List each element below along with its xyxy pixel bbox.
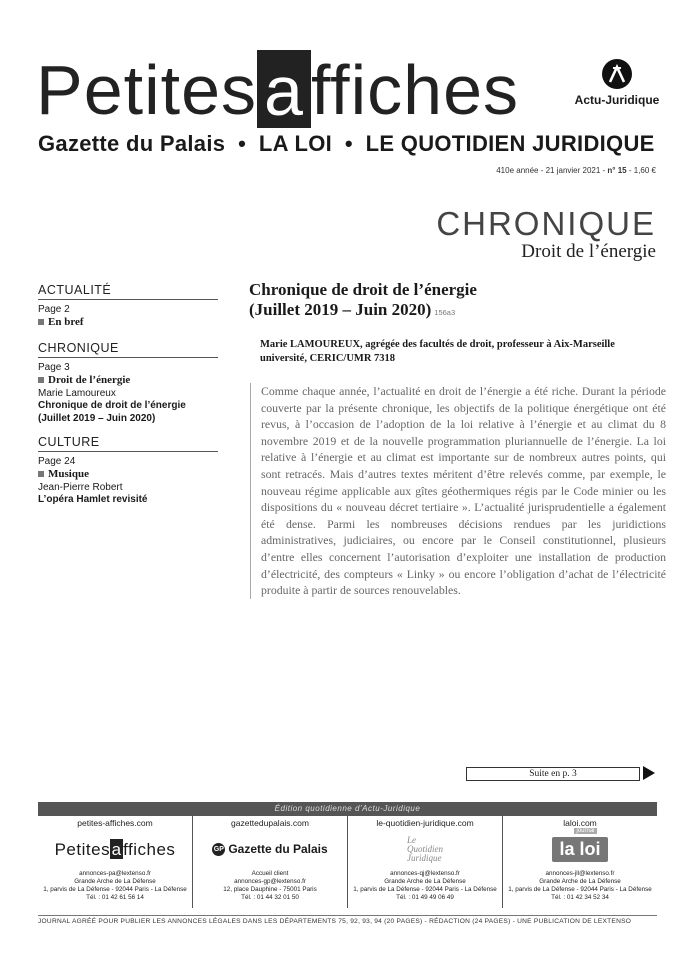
footer-address: Grande Arche de La Défense	[384, 878, 466, 885]
footer-phone: Tél. : 01 49 49 06 49	[396, 894, 454, 901]
gp-badge-icon: GP	[212, 843, 225, 856]
actu-juridique-logo	[571, 59, 663, 107]
issue-year: 410e année - 21 janvier 2021 -	[496, 166, 608, 175]
footer-col-pa	[38, 816, 192, 908]
logo-letter: a	[111, 839, 122, 859]
footer-email[interactable]: annonces-jll@lextenso.fr	[545, 870, 615, 877]
footer-address: Grande Arche de La Défense	[74, 878, 156, 885]
gazette-du-palais-logo	[193, 828, 347, 870]
masthead-subtitle: Gazette du Palais • LA LOI • LE QUOTIDIEN JURIDIQUE	[38, 131, 655, 156]
footer-col-qj	[347, 816, 502, 908]
footer-address: 1, parvis de La Défense - 92044 Paris - La Défense	[43, 886, 187, 893]
sidebar-article-title[interactable]: Chronique de droit de l’énergie (Juillet 2019 – Juin 2020)	[38, 400, 186, 424]
footer-email[interactable]: annonces-pa@lextenso.fr	[79, 870, 151, 877]
logo-right: ffiches	[123, 839, 176, 859]
footer-address: 1, parvis de La Défense - 92044 Paris - La Défense	[353, 886, 497, 893]
sidebar-page: Page 2	[38, 303, 70, 315]
bullet-icon	[38, 319, 44, 325]
logo-left: Petites	[54, 839, 111, 859]
masthead-letter: a	[257, 50, 311, 128]
sidebar-article-title[interactable]: L’opéra Hamlet revisité	[38, 494, 148, 505]
footer-address: 12, place Dauphine - 75001 Paris	[223, 886, 317, 893]
footer-site[interactable]: laloi.com	[563, 818, 597, 828]
logo-text: Gazette du Palais	[228, 842, 328, 856]
sidebar-culture	[38, 436, 218, 507]
sidebar-item-label: Droit de l’énergie	[48, 374, 131, 386]
masthead-left: Petites	[36, 51, 257, 129]
section-sub: Droit de l’énergie	[521, 241, 656, 262]
footer-columns	[38, 816, 657, 908]
article-author: Marie LAMOUREUX, agrégée des facultés de droit, professeur à Aix-Marseille université, CERIC/UMR 7318	[260, 339, 615, 364]
footer-phone: Tél. : 01 42 61 56 14	[86, 894, 144, 901]
sidebar-chronique	[38, 342, 218, 425]
petites-affiches-logo	[38, 828, 192, 870]
masthead-logo	[36, 50, 519, 130]
footer-col-gp	[192, 816, 347, 908]
masthead-right: ffiches	[311, 51, 520, 129]
arrow-right-icon	[643, 766, 655, 780]
issue-info	[496, 166, 656, 175]
brand-name: Actu-Juridique	[574, 93, 660, 107]
sidebar-item[interactable]	[38, 468, 218, 482]
footer-email[interactable]: annonces-qj@lextenso.fr	[390, 870, 460, 877]
footer-bar: Édition quotidienne d’Actu-Juridique	[38, 802, 657, 816]
logo-text: la loi	[559, 838, 601, 859]
footer-site[interactable]: gazettedupalais.com	[231, 818, 309, 828]
bullet-icon	[38, 377, 44, 383]
footer-col-laloi	[502, 816, 657, 908]
la-loi-logo	[503, 828, 657, 870]
logo-line: Le	[407, 834, 416, 845]
legal-notice: JOURNAL AGRÉÉ POUR PUBLIER LES ANNONCES LÉGALES DANS LES DÉPARTEMENTS 75, 92, 93, 94 (20 PAGES) - RÉDACTION (24 PAGES) - UNE PUBLICATION DE LEXTENSO	[38, 915, 657, 925]
article-title-line1: Chronique de droit de l’énergie	[249, 280, 477, 299]
sidebar-page: Page 3	[38, 361, 70, 373]
footer-address: 1, parvis de La Défense - 92044 Paris - La Défense	[508, 886, 652, 893]
sidebar-page: Page 24	[38, 455, 76, 467]
issue-price: - 1,60 €	[626, 166, 656, 175]
article-title-line2: (Juillet 2019 – Juin 2020)	[249, 300, 432, 319]
article-code: 156a3	[434, 308, 456, 317]
logo-line: Quotidien	[407, 843, 443, 854]
footer-site[interactable]: petites-affiches.com	[77, 818, 153, 828]
logo-small: journal	[576, 827, 595, 834]
continued-link[interactable]: Suite en p. 3	[466, 767, 640, 781]
sidebar-head: CULTURE	[38, 436, 218, 452]
logo-line: Juridique	[407, 852, 442, 863]
sidebar-author: Marie Lamoureux	[38, 387, 116, 399]
article-abstract: Comme chaque année, l’actualité en droit de l’énergie a été riche. Durant la période couverte par la présente chronique, les objectifs de la politique énergétique ont été revus, à l’occasion de l’adoption de la loi relative à l’énergie et au climat du 8 novembre 2019 et de la nouvelle programmation pluriannuelle de l’énergie. La loi relative à l’énergie et au climat est importante sur de nombreux autres points, qui sont retracés. Mais d’autres textes méritent d’être relevés comme, par exemple, le nouveau régime applicable aux gîtes géothermiques régis par le Code minier ou les dispositions du « nouveau décret tertiaire ». L’actualité jurisprudentielle a également été dense. Parmi les nombreuses décisions rendues par les juridictions administratives, judiciaires, ou encore par le Conseil constitutionnel, plusieurs d’entre elles concernent l’autorisation d’exploiter une installation de production d’électricité, des compteurs « Linky » ou encore l’obligation d’achat de l’électricité produite à partir de sources renouvelables.	[250, 383, 666, 599]
sidebar-item-label: En bref	[48, 316, 84, 328]
sidebar-actualite	[38, 284, 218, 330]
sidebar-item[interactable]	[38, 374, 218, 388]
footer-address: Grande Arche de La Défense	[539, 878, 621, 885]
sidebar-head: ACTUALITÉ	[38, 284, 218, 300]
issue-number: n° 15	[607, 166, 627, 175]
sidebar-item-label: Musique	[48, 468, 89, 480]
sidebar-item[interactable]	[38, 316, 218, 330]
footer-site[interactable]: le-quotidien-juridique.com	[376, 818, 474, 828]
footer-label: Accueil client	[251, 870, 289, 877]
footer-phone: Tél. : 01 42 34 52 34	[551, 894, 609, 901]
footer-phone: Tél. : 01 44 32 01 50	[241, 894, 299, 901]
bullet-icon	[38, 471, 44, 477]
lambda-icon	[602, 59, 632, 89]
sidebar-author: Jean-Pierre Robert	[38, 481, 123, 493]
article-title	[249, 280, 649, 323]
section-label: CHRONIQUE	[436, 205, 656, 242]
footer-email[interactable]: annonces-gp@lextenso.fr	[234, 878, 306, 885]
sidebar-head: CHRONIQUE	[38, 342, 218, 358]
quotidien-juridique-logo	[348, 828, 502, 870]
